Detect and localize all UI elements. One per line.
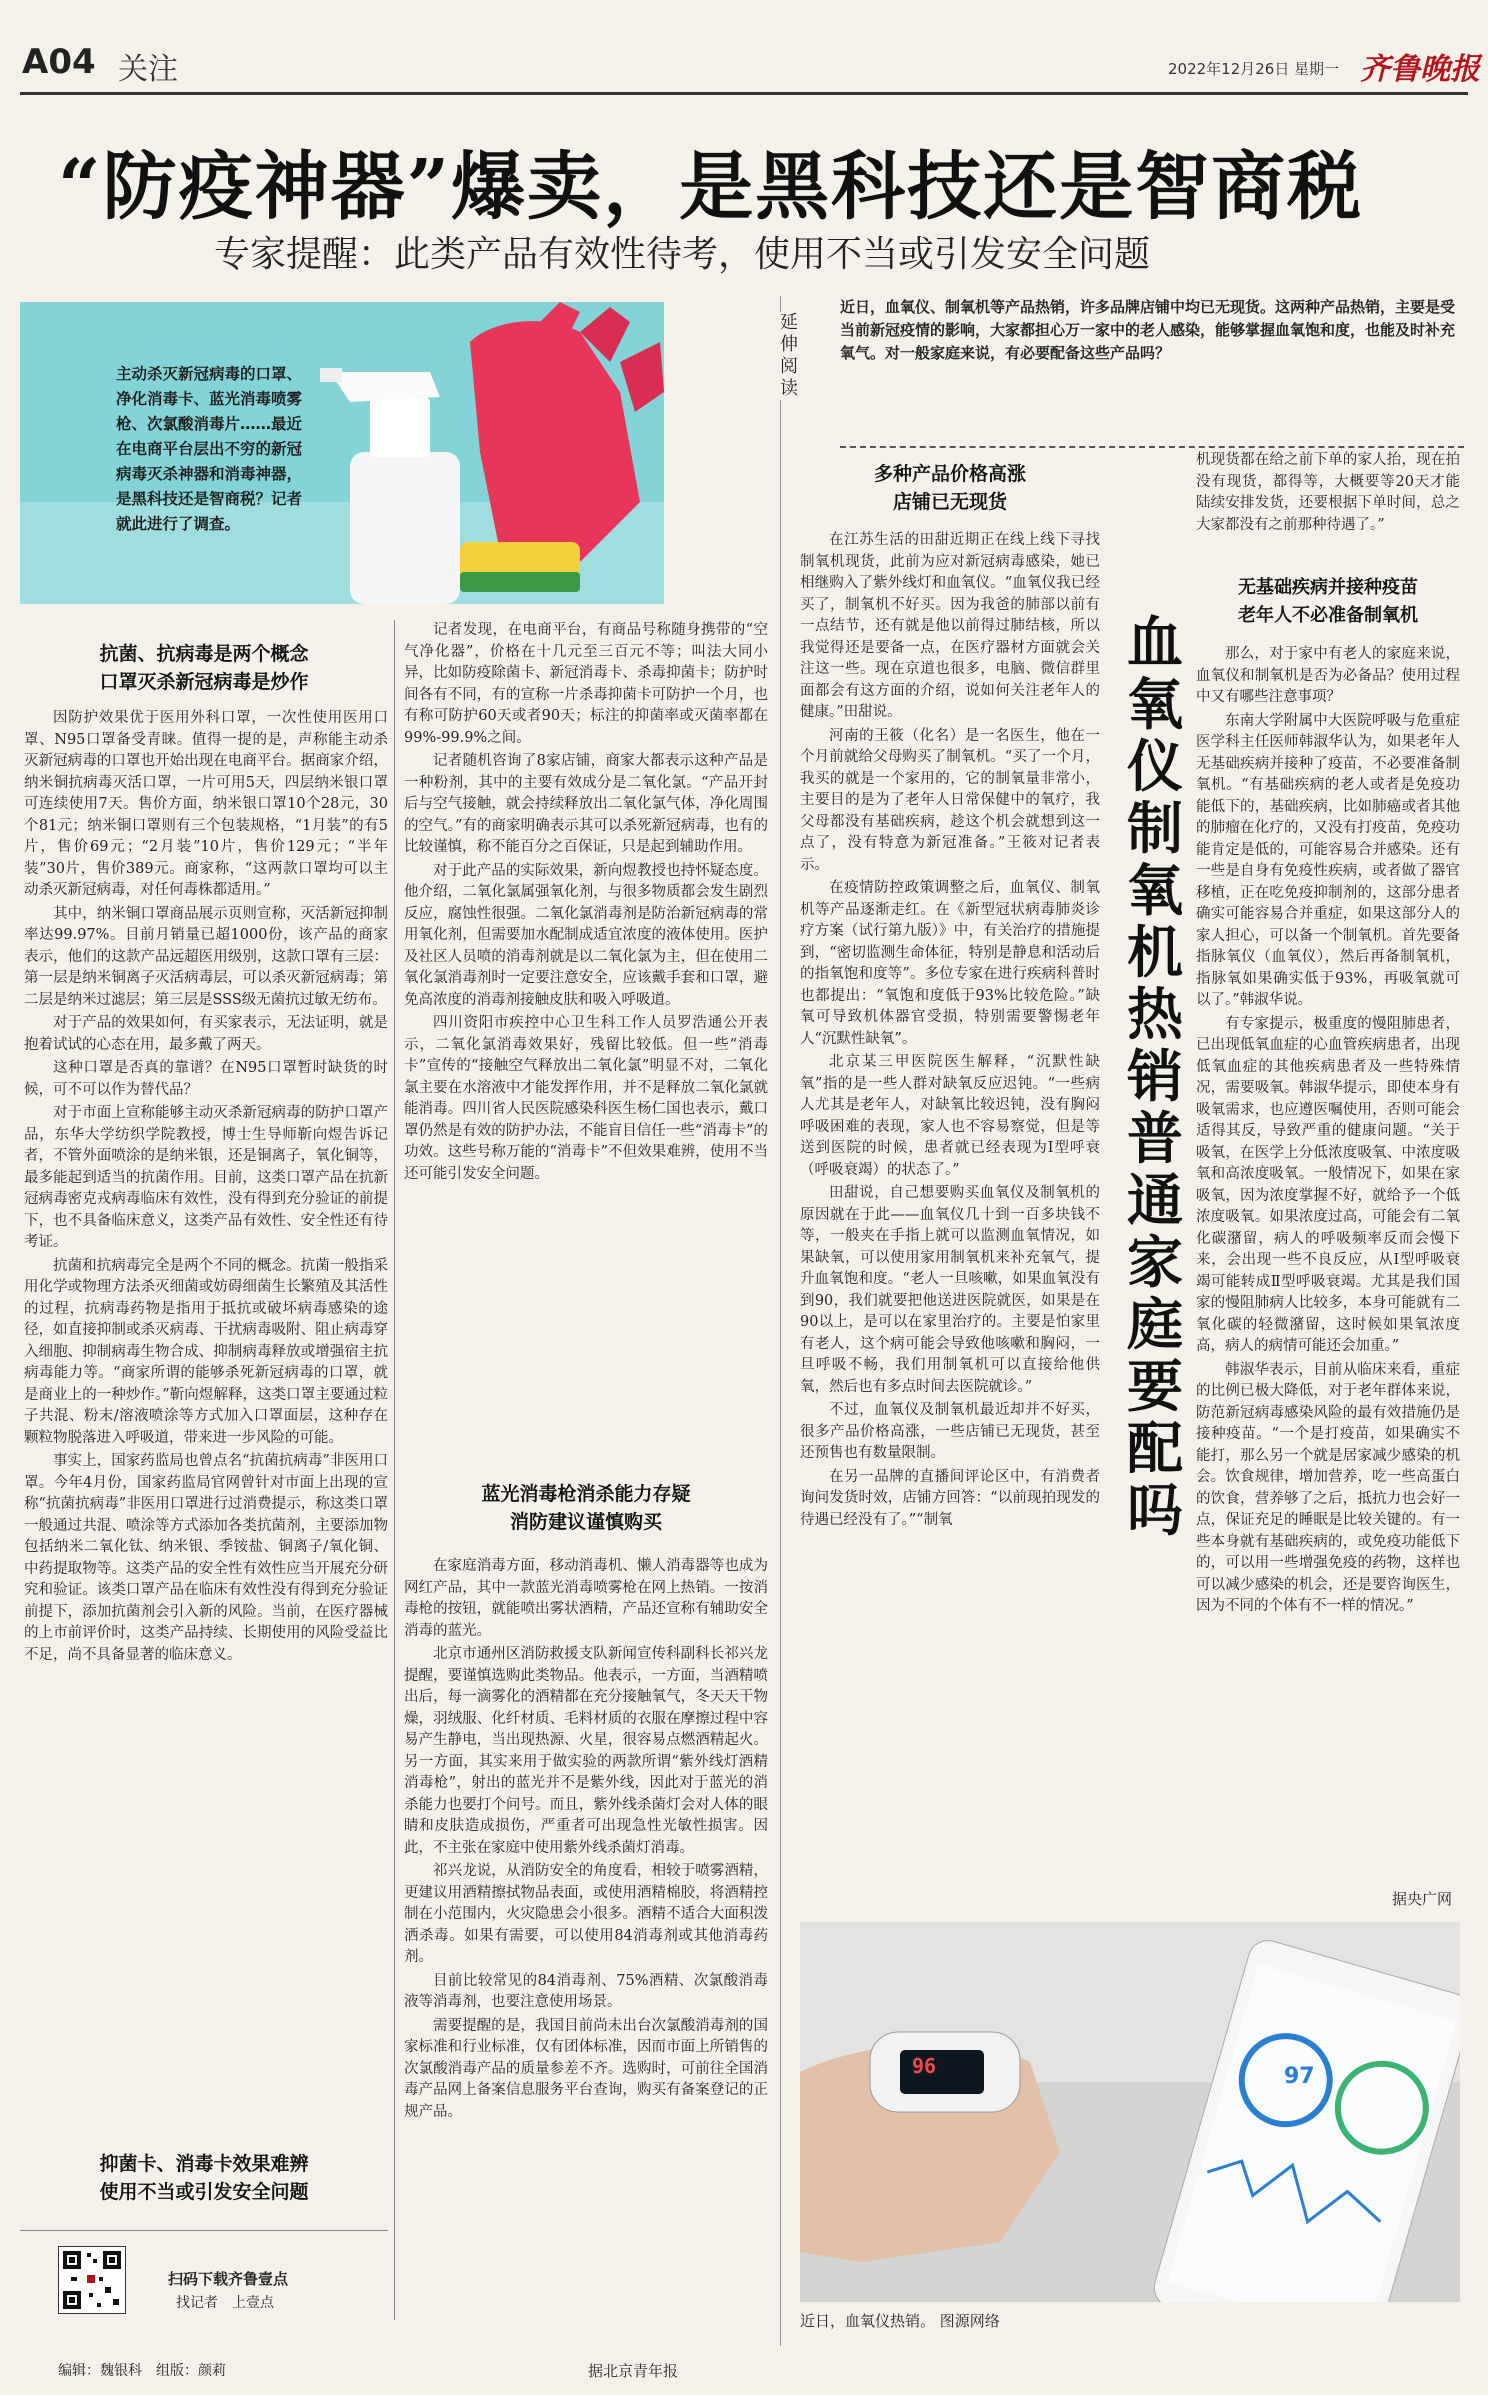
paragraph: 东南大学附属中大医院呼吸与危重症医学科主任医师韩淑华认为，如果老年人无基础疾病并接种了疫苗，不必要准备制氧机。“有基础疾病的老人或者是免疫功能低下的，基础疾病，比如肺癌或者其他的肺瘤在化疗的，又没有打疫苗，免疫功能肯定是低的，可能容易合并感染。还有一些是自身有免疫性疾病，或者做了器官移植，正在吃免疫抑制剂的，这部分患者确实可能容易合并重症，如果这部分人的家人担心，可以备一个制氧机。首先要备指脉氧仪（血氧仪），然后再备制氧机，指脉氧如果确实低于93%，再吸氧就可以了。”韩淑华说。 (1196, 712, 1460, 1008)
paragraph: 有专家提示，极重度的慢阻肺患者，已出现低氧血症的心血管疾病患者，出现低氧血症的其他疾病患者及一些特殊情况，需要吸氧。韩淑华提示，即使本身有吸氧需求，也应遵医嘱使用，否则可能会适得其反，导致严重的健康问题。“关于吸氧，在医学上分低浓度吸氧、中浓度吸氧和高浓度吸氧。一般情况下，如果在家吸氧，因为浓度掌握不好，就给予一个低浓度吸氧。如果浓度过高，可能会有二氧化碳潴留，病人的呼吸频率反而会慢下来，会出现一些不良反应，从Ⅰ型呼吸衰竭可能转成Ⅱ型呼吸衰竭。尤其是我们国家的慢阻肺病人比较多，本身可能就有二氧化碳的轻微潴留，这时候如果氧浓度高，病人的病情可能还会加重。” (1196, 1015, 1460, 1354)
photo-caption: 近日，血氧仪热销。 图源网络 (800, 2312, 1000, 2330)
hero-caption: 主动杀灭新冠病毒的口罩、净化消毒卡、蓝光消毒喷雾枪、次氯酸消毒片……最近在电商平台层出不穷的新冠病毒灭杀神器和消毒神器，是黑科技还是智商税？记者就此进行了调查。 (116, 365, 303, 533)
section-name: 关注 (118, 52, 178, 87)
col1-heading-2: 抑菌卡、消毒卡效果难辨 使用不当或引发安全问题 (99, 2153, 309, 2203)
col2-body (404, 620, 768, 1470)
paragraph: 事实上，国家药监局也曾点名“抗菌抗病毒”非医用口罩。今年4月份，国家药监局官网曾针对市面上出现的宣称“抗菌抗病毒”非医用口罩进行过消费提示，称这类口罩一般通过共混、喷涂等方式添加各类抗菌剂，主要添加物包括纳米二氧化钛、纳米银、季铵盐、铜离子/氧化铜、中药提取物等。这类产品的安全性有效性应当开展充分研究和验证。该类口罩产品在临床有效性没有得到充分验证前提下，添加抗菌剂会引入新的风险。当前，在医疗器械的上市前评价时，这类产品持续、长期使用的风险受益比不足，尚不具备显著的临床意义。 (24, 1453, 388, 1663)
paragraph: 记者随机咨询了8家店铺，商家大都表示这种产品是一种粉剂，其中的主要有效成分是二氧化氯。“产品开封后与空气接触，就会持续释放出二氧化氯气体，净化周围的空气。”有的商家明确表示其可以杀死新冠病毒，也有的比较谨慎，称不能百分之百保证，只是起到辅助作用。 (404, 753, 768, 855)
column-rule (780, 296, 781, 2346)
headline: “防疫神器”爆卖，是黑科技还是智商税 (58, 144, 1364, 230)
extended-reading-label: 延伸阅读 (780, 312, 798, 399)
paragraph: 北京市通州区消防救援支队新闻宣传科副科长祁兴龙提醒，要谨慎选购此类物品。他表示，一方面，当酒精喷出后，每一滴雾化的酒精都在充分接触氧气，冬天天干物燥，羽绒服、化纤材质、毛料材质的衣服在摩擦过程中容易产生静电，当出现热源、火星，很容易点燃酒精起火。另一方面，其实来用于做实验的两款所谓“紫外线灯酒精消毒枪”，射出的蓝光并不是紫外线，因此对于蓝光的消杀能力也要打个问号。而且，紫外线杀菌灯会对人体的眼睛和皮肤造成损伤，严重者可出现急性光敏性损害。因此，不主张在家庭中使用紫外线杀菌灯消毒。 (404, 1646, 768, 1856)
col2-body-2 (404, 1556, 768, 2346)
col1-body (24, 708, 388, 2123)
paragraph: 抗菌和抗病毒完全是两个不同的概念。抗菌一般指采用化学或物理方法杀灭细菌或妨碍细菌生长繁殖及其活性的过程，抗病毒药物是指用于抵抗或破坏病毒感染的途径，如直接抑制或杀灭病毒、干扰病毒吸附、阻止病毒穿入细胞、抑制病毒生物合成、抑制病毒释放或增强宿主抗病毒能力等。“商家所谓的能够杀死新冠病毒的口罩，就是商业上的一种炒作。”靳向煜解释，这类口罩主要通过粒子共混、粉末/溶液喷涂等方式加入口罩面层，这种存在颗粒物脱落进入呼吸道，带来进一步风险的可能。 (24, 1257, 388, 1446)
paragraph: 四川资阳市疾控中心卫生科工作人员罗浩通公开表示，二氧化氯消毒效果好，残留比较低。但一些“消毒卡”宣传的“接触空气释放出二氧化氯”明显不对，二氧化氯主要在水溶液中才能发挥作用，并不是释放二氧化氯就能消毒。四川省人民医院感染科医生杨仁国也表示，戴口罩仍然是有效的防护办法，不能盲目信任一些“消毒卡”的功效。这些号称万能的“消毒卡”不但效果难辨，使用不当还可能引发安全问题。 (404, 1015, 768, 1182)
column-rule (394, 620, 395, 2320)
paragraph: 在家庭消毒方面，移动消毒机、懒人消毒器等也成为网红产品，其中一款蓝光消毒喷雾枪在网上热销。一按消毒枪的按钮，就能喷出雾状酒精，产品还宣称有辅助安全消毒的蓝光。 (404, 1558, 768, 1639)
paragraph: 对于产品的效果如何，有买家表示，无法证明，就是抱着试试的心态在用，最多戴了两天。 (24, 1015, 388, 1053)
issue-date: 2022年12月26日 (1168, 60, 1290, 78)
oximeter-and-phone-illustration (800, 1922, 1460, 2302)
qr-code[interactable] (58, 2246, 126, 2314)
extended-intro: 近日，血氧仪、制氧机等产品热销，许多品牌店铺中均已无现货。这两种产品热销，主要是受当前新冠疫情的影响，大家都担心万一家中的老人感染，能够掌握血氧饱和度，也能及时补充氧气。对一般家庭来说，有必要配备这些产品吗？ (840, 298, 1456, 362)
paragraph: 机现货都在给之前下单的家人抬，现在拍没有现货，都得等，大概要等20天才能陆续安排发货，还要根据下单时间，总之大家都没有之前那种待遇了。” (1196, 452, 1460, 533)
paragraph: 目前比较常见的84消毒剂、75%酒精、次氯酸消毒液等消毒剂，也要注意使用场景。 (404, 1972, 768, 2010)
editor-credit: 编辑：魏银科 组版：颜莉 (58, 2363, 226, 2379)
col2-heading: 蓝光消毒枪消杀能力存疑 消防建议谨慎购买 (481, 1483, 691, 1533)
paragraph: 在疫情防控政策调整之后，血氧仪、制氧机等产品逐渐走红。在《新型冠状病毒肺炎诊疗方案（试行第九版）》中，有关治疗的措施提到，“密切监测生命体征，特别是静息和活动后的指氧饱和度等”。多位专家在进行疾病科普时也都提出：“氧饱和度低于93%比较危险。”缺氧可导致机体器官受损，特别需要警惕老年人“沉默性缺氧”。 (800, 880, 1100, 1047)
qr-code-icon (59, 2247, 125, 2313)
paragraph: 在江苏生活的田甜近期正在线上线下寻找制氧机现货，此前为应对新冠病毒感染，她已相继购入了紫外线灯和血氧仪。“血氧仪我已经买了，制氧机不好买。因为我爸的肺部以前有一点结节，还有就是他以前得过肺结核，所以我觉得还是要备一点，在医疗器材方面就会关注这一些。现在京道也很多，电脑、微信群里面都会有这方面的介绍，说如何关注老年人的健康。”田甜说。 (800, 532, 1100, 720)
paragraph: 对于市面上宣称能够主动灭杀新冠病毒的防护口罩产品，东华大学纺织学院教授，博士生导师靳向煜告诉记者，不管外面喷涂的是纳米银，还是铜离子，氧化铜等，最多能起到适当的抗菌作用。目前，这类口罩产品在抗新冠病毒密克戎病毒临床有效性，没有得到充分验证的前提下，也不具备临床意义，这类产品有效性、安全性还有待考证。 (24, 1105, 388, 1250)
paragraph: 其中，纳米铜口罩商品展示页则宣称，灭活新冠抑制率达99.97%。目前月销量已超1000份，该产品的商家表示，他们的这款产品远超医用级别，这款口罩有三层：第一层是纳米铜离子灭活病毒层，可以杀灭新冠病毒；第二层是纳米过滤层；第三层是SSS级无菌抗过敏无纺布。 (24, 905, 388, 1008)
col1-heading: 抗菌、抗病毒是两个概念 口罩灭杀新冠病毒是炒作 (99, 643, 309, 693)
footer-rule (20, 2230, 388, 2231)
paragraph: 不过，血氧仪及制氧机最近却并不好买，很多产品价格高涨，一些店铺已无现货，甚至还预售也有数量限制。 (800, 1402, 1100, 1461)
paragraph: 祁兴龙说，从消防安全的角度看，相较于喷雾酒精，更建议用酒精擦拭物品表面，或使用酒精棉胶，将酒精控制在小范围内，火灾隐患会小很多。酒精不适合大面积泼洒杀毒。如果有需要，可以使用84消毒剂或其他消毒药剂。 (404, 1863, 768, 1965)
paragraph: 对于此产品的实际效果，新向煜教授也持怀疑态度。他介绍，二氧化氯属强氧化剂，与很多物质都会发生剧烈反应，腐蚀性很强。二氧化氯消毒剂是防治新冠病毒的常用氧化剂，但需要加水配制成适宜浓度的液体使用。医护及社区人员喷的消毒剂就是以二氧化氯为主，但在使用二氧化氯消毒剂时一定要注意安全，应该戴手套和口罩，避免高浓度的消毒剂接触皮肤和吸入呼吸道。 (404, 862, 768, 1008)
paragraph: 记者发现，在电商平台，有商品号称随身携带的“空气净化器”，价格在十几元至三百元不等；叫法大同小异，比如防疫除菌卡、新冠消毒卡、杀毒抑菌卡；防护时间各有不同，有的宣称一片杀毒抑菌卡可防护一个月，也有称可防护60天或者90天；标注的抑菌率或灭菌率都在99%-99.9%之间。 (404, 622, 768, 746)
qr-sublabel: 找记者 上壹点 (176, 2295, 274, 2311)
vertical-headline: 血氧仪制氧机热销 普通家庭要配吗 (1127, 610, 1239, 1544)
col4-heading: 无基础疾病并接种疫苗 老年人不必准备制氧机 (1238, 577, 1418, 626)
oximeter-photo (800, 1922, 1460, 2302)
oximeter-reading: 96 (912, 2054, 937, 2078)
paragraph: 田甜说，自己想要购买血氧仪及制氧机的原因就在于此——血氧仪几十到一百多块钱不等，一般夹在手指上就可以监测血氧情况，如果缺氧，可以使用家用制氧机来补充氧气，提升血氧饱和度。“老人一旦咳嗽，如果血氧没有到90，我们就要把他送进医院就医，如果是在90以上，是可以在家里治疗的。主要是怕家里有老人，这个病可能会导致他咳嗽和胸闷，一旦呼吸不畅，我们用制氧机可以直接给他供氧，然后也有多点时间去医院就诊。” (800, 1185, 1100, 1395)
sub-headline: 专家提醒：此类产品有效性待考，使用不当或引发安全问题 (214, 234, 1151, 275)
col4-body (1196, 644, 1460, 1884)
col3-heading: 多种产品价格高涨 店铺已无现货 (873, 463, 1026, 513)
col4-body-top (1196, 450, 1460, 560)
paragraph: 在另一品牌的直播间评论区中，有消费者询问发货时效，店铺方回答：“以前现拍现发的待遇已经没有了。”“制氧 (800, 1468, 1100, 1528)
qr-label: 扫码下载齐鲁壹点 (168, 2270, 289, 2288)
paragraph: 北京某三甲医院医生解释，“沉默性缺氧”指的是一些人群对缺氧反应迟钝。“一些病人尤其是老年人，对缺氧比较迟钝，没有胸闷呼吸困难的表现，家人也不容易察觉，但是等送到医院的时候，患者就已经表现为Ⅰ型呼衰（呼吸衰竭）的状态了。” (800, 1054, 1100, 1178)
paragraph: 因防护效果优于医用外科口罩，一次性使用医用口罩、N95口罩备受青睐。值得一提的是，声称能主动杀灭新冠病毒的口罩也开始出现在电商平台。据商家介绍，纳米铜抗病毒灭活口罩，一片可用5天，四层纳米银口罩可连续使用7天。售价方面，纳米银口罩10个28元，30个81元；纳米铜口罩则有三个包装规格，“1月装”的有5片，售价69元；“2月装”10片，售价129元；“半年装”30片，售价389元。商家称，“这两款口罩均可以主动杀灭新冠病毒，对任何毒株都适用。” (24, 710, 388, 898)
col3-body (800, 530, 1100, 1908)
col2-source: 据北京青年报 (588, 2362, 679, 2380)
col4-source: 据央广网 (1392, 1890, 1453, 1908)
paragraph: 韩淑华表示，目前从临床来看，重症的比例已极大降低，对于老年群体来说，防范新冠病毒感染风险的最有效措施仍是接种疫苗。“一个是打疫苗，如果确实不能打，那么另一个就是居家减少感染的机会。饮食规律，增加营养，吃一些高蛋白的饮食，营养够了之后，抵抗力也会好一点，保证充足的睡眠是比较关键的。有一些本身就有基础疾病的，或免疫功能低下的，可以用一些增强免疫的药物，这样也可以减少感染的机会，还是要咨询医生，因为不同的个体有不一样的情况。” (1196, 1361, 1460, 1614)
issue-weekday: 星期一 (1294, 60, 1340, 78)
phone-spo2-reading: 97 (1284, 2064, 1315, 2089)
dashed-divider (840, 446, 1464, 448)
paragraph: 河南的王筱（化名）是一名医生，他在一个月前就给父母购买了制氧机。“买了一个月，我买的就是一个家用的，它的制氧量非常小，主要目的是为了老年人日常保健中的氧疗，我父母都没有基础疾病，趁这个机会就想到这一点了，没有特意为新冠准备。”王筱对记者表示。 (800, 727, 1100, 873)
newspaper-logo: 齐鲁晚报 (1360, 52, 1480, 87)
hero-image (20, 302, 664, 604)
page-number: A04 (22, 42, 96, 82)
paragraph: 需要提醒的是，我国目前尚未出台次氯酸消毒剂的国家标准和行业标准，仅有团体标准，因而市面上所销售的次氯酸消毒产品的质量参差不齐。选购时，可前往全国消毒产品网上备案信息服务平台查询，购买有备案登记的正规产品。 (404, 2017, 768, 2120)
header-rule (20, 92, 1468, 95)
paragraph: 这种口罩是否真的靠谱？在N95口罩暂时缺货的时候，可不可以作为替代品？ (24, 1060, 388, 1098)
paragraph: 那么，对于家中有老人的家庭来说，血氧仪和制氧机是否为必备品？使用过程中又有哪些注意事项？ (1196, 646, 1460, 705)
